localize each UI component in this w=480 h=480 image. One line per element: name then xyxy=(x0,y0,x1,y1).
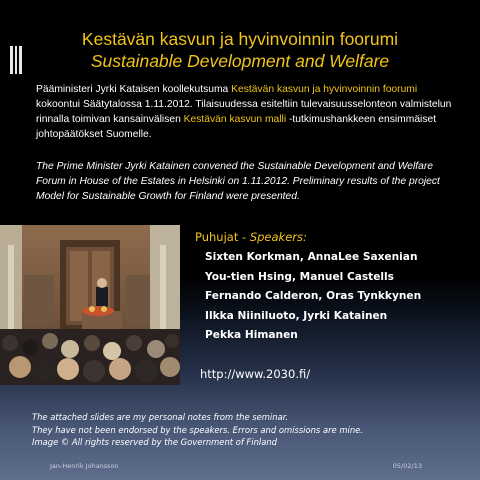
intro-english: The Prime Minister Jyrki Katainen convened the Sustainable Development and Welfare Forum in House of the Estates in Helsinki on 1.11.2012. Preliminary results of the project Model for Sustainable Growth for Finland were presented. xyxy=(36,161,440,202)
disclaimer-notes xyxy=(32,411,452,449)
speaker-row: You-tien Hsing, Manuel Castells xyxy=(205,270,394,283)
forum-photo-illustration xyxy=(0,225,180,385)
speaker-row: Pekka Himanen xyxy=(205,329,298,341)
speakers-heading xyxy=(195,230,307,244)
footer-date: 05/02/13 xyxy=(392,462,422,470)
speaker-row: Fernando Calderon, Oras Tynkkynen xyxy=(205,290,422,302)
intro-finnish xyxy=(36,82,456,142)
title-finnish: Kestävän kasvun ja hyvinvoinnin foorumi xyxy=(81,29,399,49)
speaker-row: Sixten Korkman, AnnaLee Saxenian xyxy=(205,251,418,263)
disclaimer-line: They have not been endorsed by the speakers. Errors and omissions are mine. xyxy=(32,424,363,435)
forum-photo xyxy=(0,225,180,385)
intro-fi-text: -tutkimushankkeen ensimmäiset johtopäätökset Suomelle. xyxy=(36,114,437,140)
speakers-heading-fi: Puhujat xyxy=(195,230,239,244)
intro-fi-text: kokoontui Säätytalossa 1.11.2012. Tilaisuudessa esiteltiin tulevaisuusselonteon valmistelun rinnalla toimivan kansainvälisen xyxy=(36,99,452,125)
speakers-heading-en: Speakers: xyxy=(249,230,307,244)
disclaimer-line: Image © All rights reserved by the Government of Finland xyxy=(32,437,277,447)
website-link[interactable]: http://www.2030.fi/ xyxy=(200,367,311,381)
footer-author: Jan-Henrik Johansson xyxy=(50,462,119,470)
speaker-row: Ilkka Niiniluoto, Jyrki Katainen xyxy=(205,309,388,322)
disclaimer-line: The attached slides are my personal notes from the seminar. xyxy=(32,412,289,422)
speaker-list xyxy=(205,248,421,346)
intro-fi-text: Pääministeri Jyrki Kataisen koollekutsuma xyxy=(36,84,232,95)
intro-fi-highlight: Kestävän kasvun malli xyxy=(183,114,287,125)
intro-fi-highlight: Kestävän kasvun ja hyvinvoinnin foorumi xyxy=(231,84,418,95)
title-english: Sustainable Development and Welfare xyxy=(90,51,390,71)
speakers-heading-separator: - xyxy=(238,230,250,244)
